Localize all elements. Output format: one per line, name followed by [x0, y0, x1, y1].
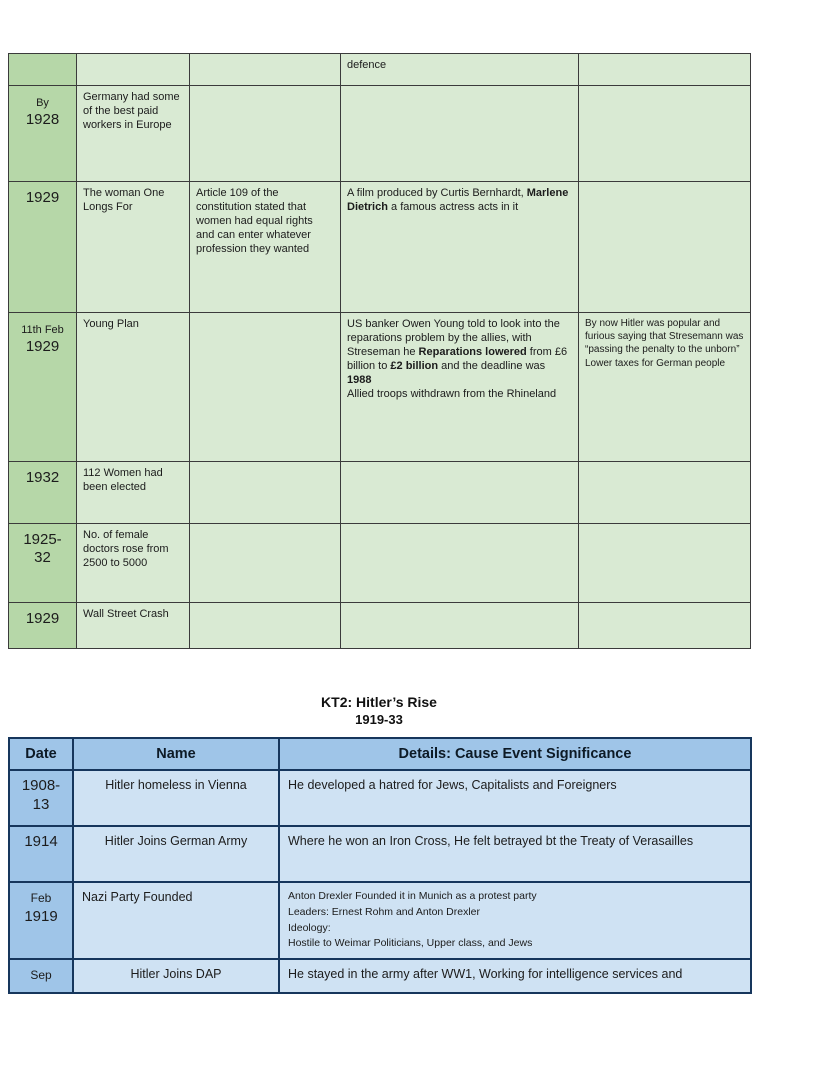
- header-cell: Name: [73, 738, 279, 770]
- table-cell: Where he won an Iron Cross, He felt betrayed bt the Treaty of Verasailles: [279, 826, 751, 882]
- table-cell: Young Plan: [77, 313, 190, 462]
- kt2-heading: [8, 692, 750, 729]
- table-cell: He stayed in the army after WW1, Working for intelligence services and: [279, 959, 751, 993]
- table-cell: [190, 86, 341, 182]
- table-cell: Hitler Joins German Army: [73, 826, 279, 882]
- table-row: [9, 603, 751, 649]
- table-row: [9, 959, 751, 993]
- table-cell: defence: [341, 54, 579, 86]
- table-cell: 1908- 13: [9, 770, 73, 826]
- table-cell: 1914: [9, 826, 73, 882]
- table-cell: [341, 86, 579, 182]
- table-cell: Wall Street Crash: [77, 603, 190, 649]
- table-cell: 1929: [9, 182, 77, 313]
- table-cell: [579, 86, 751, 182]
- table-cell: [341, 603, 579, 649]
- table-cell: A film produced by Curtis Bernhardt, Marlene Dietrich a famous actress acts in it: [341, 182, 579, 313]
- table-row: [9, 826, 751, 882]
- kt2-table-head: [9, 738, 751, 770]
- table-cell: [579, 524, 751, 603]
- table-cell: [190, 462, 341, 524]
- weimar-table-body: [9, 54, 751, 649]
- table-cell: [579, 462, 751, 524]
- table-cell: Hitler homeless in Vienna: [73, 770, 279, 826]
- table-cell: 112 Women had been elected: [77, 462, 190, 524]
- table-cell: Article 109 of the constitution stated that women had equal rights and can enter whatever profession they wanted: [190, 182, 341, 313]
- table-cell: [341, 462, 579, 524]
- table-cell: [190, 603, 341, 649]
- table-cell: [579, 182, 751, 313]
- table-cell: [9, 54, 77, 86]
- table-row: [9, 882, 751, 959]
- table-row: [9, 182, 751, 313]
- table-row: [9, 524, 751, 603]
- table-cell: [190, 54, 341, 86]
- table-row: [9, 770, 751, 826]
- header-cell: Date: [9, 738, 73, 770]
- table-cell: No. of female doctors rose from 2500 to 5000: [77, 524, 190, 603]
- table-cell: 1925- 32: [9, 524, 77, 603]
- table-cell: 11th Feb 1929: [9, 313, 77, 462]
- table-cell: Germany had some of the best paid workers in Europe: [77, 86, 190, 182]
- kt2-title: KT2: Hitler’s Rise: [321, 694, 437, 710]
- table-row: [9, 86, 751, 182]
- table-cell: Nazi Party Founded: [73, 882, 279, 959]
- table-cell: By 1928: [9, 86, 77, 182]
- weimar-germany-table: [8, 53, 751, 649]
- hitlers-rise-table: [8, 737, 752, 994]
- header-row: [9, 738, 751, 770]
- table-cell: [341, 524, 579, 603]
- table-cell: [190, 313, 341, 462]
- table-row: [9, 313, 751, 462]
- table-cell: Anton Drexler Founded it in Munich as a protest party Leaders: Ernest Rohm and Anton Drexler Ideology: Hostile to Weimar Politicians, Upper class, and Jews: [279, 882, 751, 959]
- table-cell: [579, 603, 751, 649]
- table-row: [9, 54, 751, 86]
- table-cell: [77, 54, 190, 86]
- table-cell: [579, 54, 751, 86]
- table-cell: 1932: [9, 462, 77, 524]
- table-cell: The woman One Longs For: [77, 182, 190, 313]
- kt2-table-body: [9, 770, 751, 993]
- table-cell: Feb 1919: [9, 882, 73, 959]
- table-cell: Sep: [9, 959, 73, 993]
- table-cell: US banker Owen Young told to look into the reparations problem by the allies, with Streseman he Reparations lowered from £6 billion to £2 billion and the deadline was 1988 Allied troops withdrawn from the Rhineland: [341, 313, 579, 462]
- table-cell: [190, 524, 341, 603]
- table-cell: He developed a hatred for Jews, Capitalists and Foreigners: [279, 770, 751, 826]
- header-cell: Details: Cause Event Significance: [279, 738, 751, 770]
- table-cell: By now Hitler was popular and furious saying that Stresemann was “passing the penalty to the unborn” Lower taxes for German people: [579, 313, 751, 462]
- table-cell: 1929: [9, 603, 77, 649]
- table-cell: Hitler Joins DAP: [73, 959, 279, 993]
- kt2-subtitle: 1919-33: [355, 712, 403, 728]
- table-row: [9, 462, 751, 524]
